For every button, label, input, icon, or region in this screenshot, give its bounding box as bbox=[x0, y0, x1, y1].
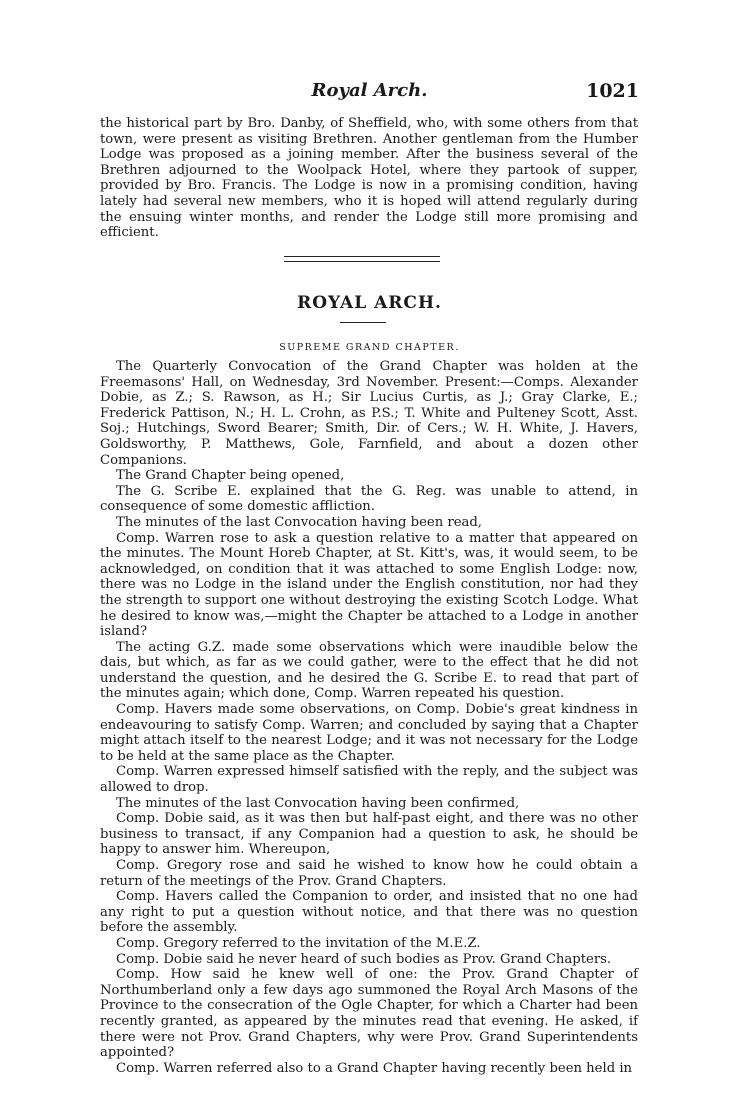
intro-paragraph: the historical part by Bro. Danby, of Sheffield, who, with some others from that town, were present as visiting Brethren. Another gentleman from the Humber Lodge was proposed as a joining member. After the business several of the Brethren adjourned to the Woolpack Hotel, where they partook of supper, provided by Bro. Francis. The Lodge is now in a promising condition, having lately had several new members, who it is hoped will attend regularly during the ensuing winter months, and render the Lodge still more promising and efficient. bbox=[100, 116, 638, 241]
paragraph: The Quarterly Convocation of the Grand Chapter was holden at the Freemasons' Hall, on Wednesday, 3rd November. Present:—Comps. Alexander Dobie, as Z.; S. Rawson, as H.; Sir Lucius Curtis, as J.; Gray Clarke, E.; Frederick Pattison, N.; H. L. Crohn, as P.S.; T. White and Pulteney Scott, Asst. Soj.; Hutchings, Sword Bearer; Smith, Dir. of Cers.; W. H. White, J. Havers, Goldsworthy, P. Matthews, Gole, Farnfield, and about a dozen other Companions. bbox=[100, 359, 638, 468]
page-header bbox=[0, 80, 739, 106]
paragraph: Comp. How said he knew well of one: the Prov. Grand Chapter of Northumberland only a few days ago summoned the Royal Arch Masons of the Province to the consecration of the Ogle Chapter, for which a Charter had been recently granted, as appeared by the minutes read that evening. He asked, if there were not Prov. Grand Chapters, why were Prov. Grand Superintendents appointed? bbox=[100, 967, 638, 1061]
article-body bbox=[100, 359, 638, 1076]
title-underline bbox=[340, 322, 386, 323]
paragraph: Comp. Gregory rose and said he wished to know how he could obtain a return of the meetings of the Prov. Grand Chapters. bbox=[100, 858, 638, 889]
paragraph: The G. Scribe E. explained that the G. Reg. was unable to attend, in consequence of some domestic affliction. bbox=[100, 483, 638, 515]
section-divider bbox=[284, 256, 440, 262]
paragraph: Comp. Havers called the Companion to order, and insisted that no one had any right to put a question without notice, and that there was no question before the assembly. bbox=[100, 889, 638, 936]
paragraph: Comp. Dobie said he never heard of such bodies as Prov. Grand Chapters. bbox=[116, 951, 612, 967]
paragraph: The Grand Chapter being opened, bbox=[116, 468, 345, 484]
running-title: Royal Arch. bbox=[311, 80, 428, 101]
paragraph: Comp. Dobie said, as it was then but half-past eight, and there was no other business to transact, if any Companion had a question to ask, he should be happy to answer him. Whereupon, bbox=[100, 811, 638, 858]
paragraph: Comp. Gregory referred to the invitation of the M.E.Z. bbox=[116, 935, 481, 951]
page-number: 1021 bbox=[586, 80, 639, 102]
paragraph: The minutes of the last Convocation having been read, bbox=[116, 514, 482, 530]
paragraph: Comp. Warren expressed himself satisfied with the reply, and the subject was allowed to drop. bbox=[100, 764, 638, 796]
paragraph: The acting G.Z. made some observations which were inaudible below the dais, but which, as far as we could gather, were to the effect that he did not understand the question, and he desired the G. Scribe E. to read that part of the minutes again; which done, Comp. Warren repeated his question. bbox=[100, 639, 638, 702]
section-title: ROYAL ARCH. bbox=[297, 293, 442, 313]
section-subheading: SUPREME GRAND CHAPTER. bbox=[279, 342, 460, 353]
paragraph: The minutes of the last Convocation having been confirmed, bbox=[116, 795, 520, 811]
paragraph: Comp. Havers made some observations, on Comp. Dobie's great kindness in endeavouring to satisfy Comp. Warren; and concluded by saying that a Chapter might attach itself to the nearest Lodge; and it was not necessary for the Lodge to be held at the same place as the Chapter. bbox=[100, 702, 638, 764]
paragraph: Comp. Warren referred also to a Grand Chapter having recently been held in bbox=[116, 1060, 633, 1076]
paragraph: Comp. Warren rose to ask a question relative to a matter that appeared on the minutes. The Mount Horeb Chapter, at St. Kitt's, was, it would seem, to be acknowledged, on condition that it was attached to some English Lodge: now, there was no Lodge in the island under the English constitution, nor had they the strength to support one without destroying the existing Scotch Lodge. What he desired to know was,—might the Chapter be attached to a Lodge in another island? bbox=[100, 530, 638, 640]
intro-text bbox=[100, 116, 638, 241]
